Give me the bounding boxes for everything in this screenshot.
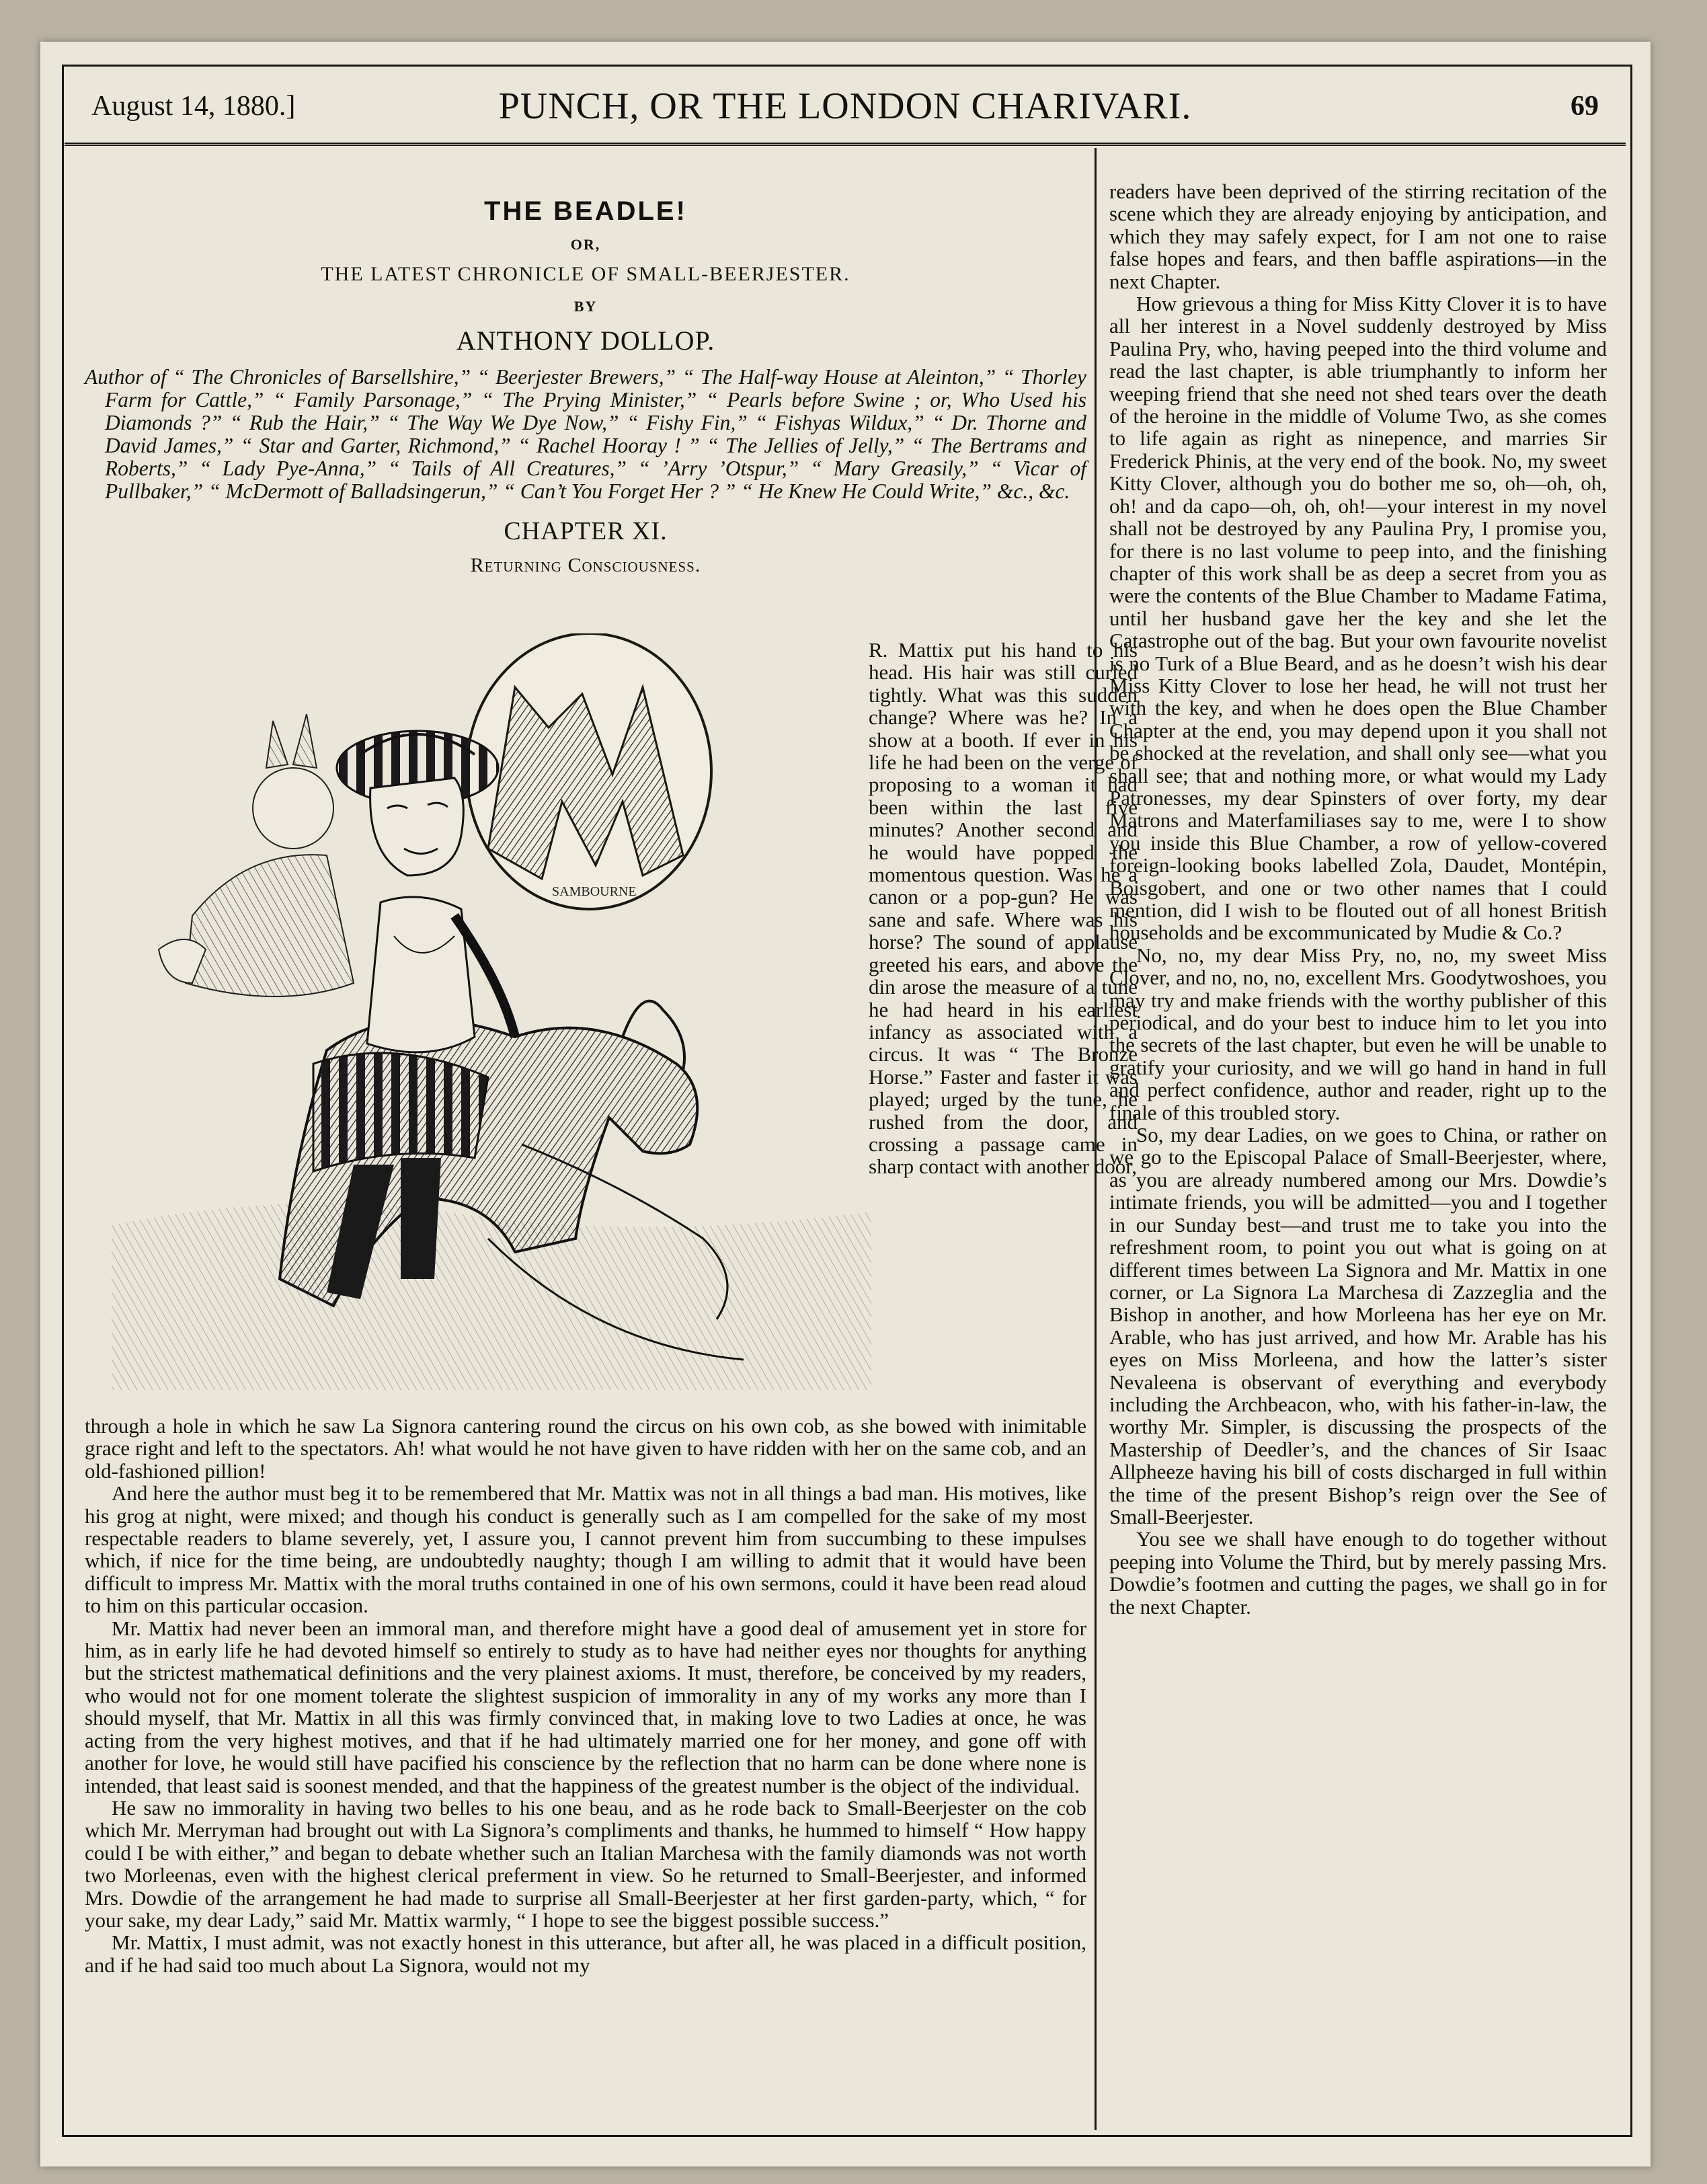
illustration-svg xyxy=(112,633,871,1390)
right-paragraph: So, my dear Ladies, on we goes to China, or rather on we go to the Episcopal Palace of Small-Beerjester, where, as you are already numbered among our Mrs. Dowdie’s intimate friends, you will be admitted—you and I together in our Sunday best—and trust me to take you into the refreshment room, to point you out what is going on at different times between La Signora and Mr. Mattix in one corner, or La Signora La Marchesa di Zazzeglia and the Bishop in another, and how Morleena has her eye on Mr. Arable, who has just arrived, and how Mr. Arable has his eyes on Miss Morleena, and how the latter’s sister Nevaleena is observant of everything and everybody including the Archbeacon, who, with his father-in-law, the worthy Mr. Simpler, is discussing the prospects of the Mastership of Deedler’s, and the chances of Sir Isaac Allpheeze having his bill of costs discharged in full within the time of the present Bishop’s reign over the See of Small-Beerjester. xyxy=(1109,1123,1607,1528)
article-by: BY xyxy=(573,298,598,315)
clown-figure-icon xyxy=(159,714,354,997)
engraving-illustration xyxy=(112,633,871,1390)
author-credits: Author of “ The Chronicles of Barsellshire,” “ Beerjester Brewers,” “ The Half-way House at Aleinton,” “ Thorley Farm for Cattle,” “ Family Parsonage,” “ The Prying Minister,” “ Pearls before Swine ; or, Who Used his Diamonds ?” “ Rub the Hair,” “ The Way We Dye Now,” “ Fishy Fin,” “ Fishyas Wildux,” “ Dr. Thorne and David James,” “ Star and Garter, Richmond,” “ Rachel Hooray ! ” “ The Jellies of Jelly,” “ The Bertrams and Roberts,” “ Lady Pye-Anna,” “ Tails of All Creatures,” “ ’Arry ’Otspur,” “ Mary Greasily,” “ Vicar of Pullbaker,” “ McDermott of Balladsingerun,” “ Can’t You Forget Her ? ” “ He Knew He Could Write,” &c., &c. xyxy=(85,365,1086,503)
header-title: PUNCH, OR THE LONDON CHARIVARI. xyxy=(498,85,1192,127)
article-heading xyxy=(85,196,1086,577)
left-paragraph: He saw no immorality in having two belles to his one beau, and as he rode back to Small-Beerjester on the cob which Mr. Merryman had brought out with La Signora’s compliments and thanks, he hummed to himself “ How happy could I be with either,” and began to debate whether such an Italian Marchesa with the family diamonds was not worth two Morleenas, even with the highest clerical preferment in view. So he returned to Small-Beerjester, and informed Mrs. Dowdie of the arrangement he had made to surprise all Small-Beerjester at her first garden-party, which, “ for your sake, my dear Lady,” said Mr. Mattix warmly, “ I hope to see the biggest possible success.” xyxy=(85,1795,1086,1932)
header-date: August 14, 1880.] xyxy=(91,91,296,122)
wrap-paragraph: R. Mattix put his hand to his head. His hair was still curled tightly. What was this sudden change? Where was he? In a show at a booth. If ever in his life he had been on the verge of proposing to a woman it had been within the last five minutes? Another second and he would have popped the momentous question. Was he a canon or a pop-gun? He was sane and safe. Where was his horse? The sound of applause greeted his ears, and above the din arose the measure of a tune he had heard in his earliest infancy as associated with a circus. It was “ The Bronze Horse.” Faster and faster it was played; urged by the tune, he rushed from the door, and crossing a passage came in sharp contact with another door, xyxy=(869,638,1138,1179)
page-header xyxy=(65,69,1626,146)
right-paragraph: How grievous a thing for Miss Kitty Clover it is to have all her interest in a Novel suddenly destroyed by Miss Paulina Pry, who, having peeped into the third volume and read the last chapter, is able triumphantly to inform her weeping friend that she need not shed tears over the death of the heroine in the middle of Volume Two, as she comes to life again as right as ninepence, and marries Sir Frederick Phinis, at the very end of the book. No, my sweet Kitty Clover, although you do bother me so, oh—oh, oh, oh! and da capo—oh, oh, oh!—your interest in my novel shall not be destroyed by any Paulina Pry, I promise you, for there is no last volume to peep into, and the finishing chapter of this work shall be as deep a secret from you as were the contents of the Blue Chamber to Madame Fatima, until her husband gave her the key and she let the Catastrophe out of the bag. But your own favourite novelist is no Turk of a Blue Beard, and as he doesn’t wish his dear Miss Kitty Clover to lose her head, he will not trust her with the key, and when he does open the Blue Chamber Chapter at the end, you may depend upon it you shall not be shocked at the revelation, and shall only see—what you shall see; that and nothing more, or what would my Lady Patronesses, my dear Spinsters of over forty, my dear Matrons and Materfamiliases say to me, were I to show you inside this Blue Chamber, a row of yellow-covered foreign-looking books labelled Zola, Daudet, Montépin, Boisgobert, and one or two other names that I could mention, did I wish to be flouted out of all honest British households and be excommunicated by Mudie & Co.? xyxy=(1109,292,1607,945)
right-paragraph: readers have been deprived of the stirring recitation of the scene which they are already enjoying by anticipation, and which they may safely expect, for I am not one to raise false hopes and fears, and then baffle aspirations—in the next Chapter. xyxy=(1109,180,1607,293)
right-column xyxy=(1109,180,1607,1618)
article-subtitle: THE LATEST CHRONICLE OF SMALL-BEERJESTER. xyxy=(321,263,850,285)
article-or: OR, xyxy=(570,236,601,253)
left-paragraph: Mr. Mattix had never been an immoral man, and therefore might have a good deal of amusement yet in store for him, as in early life he had devoted himself so entirely to study as to have had neither eyes nor thoughts for anything but the strictest mathematical definitions and the very plainest axioms. It must, therefore, be conceived by my readers, who would not for one moment tolerate the slightest suspicion of immorality in any of my works any more than I should myself, that Mr. Mattix in all this was firmly convinced that, in making love to two Ladies at once, he was acting from the very highest motives, and that if he had ultimately married one for her money, and gone off with another for love, he would still have pacified his conscience by the reflection that no harm can be done where none is intended, that least said is soonest mended, and that the happiness of the greatest number is the object of the individual. xyxy=(85,1616,1086,1797)
article-author: ANTHONY DOLLOP. xyxy=(456,325,715,356)
left-paragraph: And here the author must beg it to be remembered that Mr. Mattix was not in all things a bad man. His motives, like his grog at night, were mixed; and though his conduct is generally such as I am compelled for the sake of my most respectable readers to blame severely, yet, I assure you, I cannot prevent him from succumbing to these impulses which, if nice for the time being, are undoubtedly naughty; though I am willing to admit that it would have been difficult to impress Mr. Mattix with the moral truths contained in one of his own sermons, could it have been read aloud to him on this particular occasion. xyxy=(85,1481,1086,1618)
chapter-heading: CHAPTER XI. xyxy=(504,517,668,545)
article-title: THE BEADLE! xyxy=(484,196,687,226)
illustration-signature: SAMBOURNE xyxy=(552,884,637,899)
page-number: 69 xyxy=(1571,91,1599,122)
left-paragraph: Mr. Mattix, I must admit, was not exactly honest in this utterance, but after all, he was placed in a difficult position, and if he had said too much about La Signora, would not my xyxy=(85,1930,1086,1977)
left-bottom-text xyxy=(85,1415,1086,1976)
right-paragraph: You see we shall have enough to do together without peeping into Volume the Third, but by merely passing Mrs. Dowdie’s footmen and cutting the pages, we shall go in for the next Chapter. xyxy=(1109,1527,1607,1618)
left-paragraph: through a hole in which he saw La Signora cantering round the circus on his own cob, as she bowed with inimitable grace right and left to the spectators. Ah! what would he not have given to have ridden with her on the same cob, and an old-fashioned pillion! xyxy=(85,1414,1086,1483)
ground-shading xyxy=(112,1203,871,1390)
chapter-subtitle: Returning Consciousness. xyxy=(470,554,701,576)
right-paragraph: No, no, my dear Miss Pry, no, no, my sweet Miss Clover, and no, no, no, excellent Mrs. Goodytwoshoes, you may try and make friends with the worthy publisher of this periodical, and do your best to induce him to let you into the secrets of the last chapter, but even he will be unable to gratify your curiosity, and we will go hand in hand in full and perfect confidence, author and reader, right up to the finale of this troubled story. xyxy=(1109,943,1607,1124)
wrap-column xyxy=(869,639,1138,1178)
newspaper-page xyxy=(40,42,1651,2167)
